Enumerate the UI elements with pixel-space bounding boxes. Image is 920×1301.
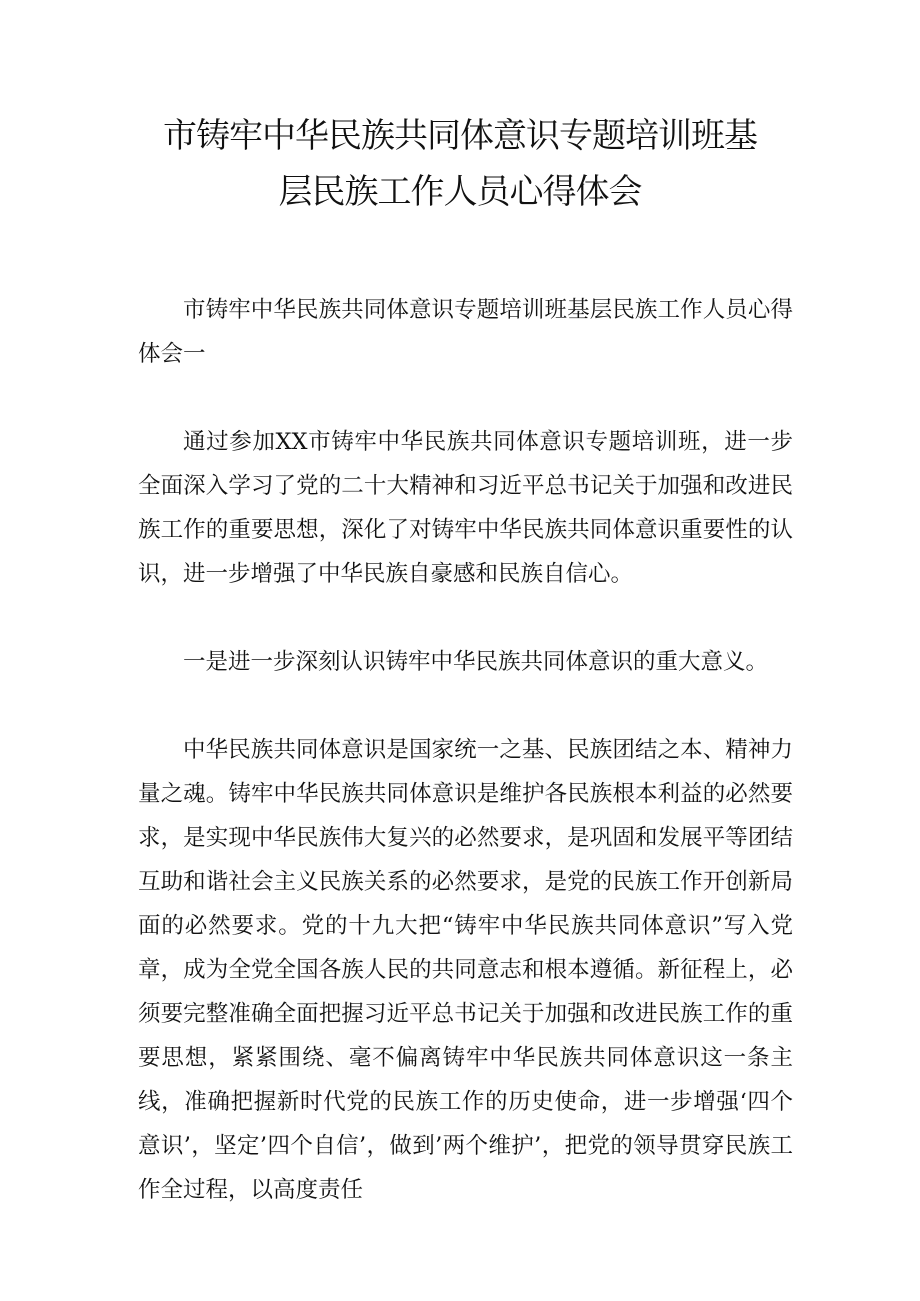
paragraph-point-one-body: 中华民族共同体意识是国家统一之基、民族团结之本、精神力量之魂。铸牢中华民族共同体意识是维护各民族根本利益的必然要求，是实现中华民族伟大复兴的必然要求，是巩固和发展平等团结互助和谐社会主义民族关系的必然要求，是党的民族工作开创新局面的必然要求。党的十九大把“铸牢中华民族共同体意识”写入党章，成为全党全国各族人民的共同意志和根本遵循。新征程上，必须要完整准确全面把握习近平总书记关于加强和改进民族工作的重要思想，紧紧围绕、毫不偏离铸牢中华民族共同体意识这一条主线，准确把握新时代党的民族工作的历史使命，进一步增强‘四个意识’，坚定’四个自信’，做到’两个维护’，把党的领导贯穿民族工作全过程，以高度责任: [138, 737, 793, 1203]
title-line-2: 层民族工作人员心得体会: [278, 172, 642, 212]
title-line-1: 市铸牢中华民族共同体意识专题培训班基: [163, 116, 757, 156]
paragraph-subtitle: 市铸牢中华民族共同体意识专题培训班基层民族工作人员心得体会一: [138, 297, 793, 367]
paragraph-intro: 通过参加XX市铸牢中华民族共同体意识专题培训班，进一步全面深入学习了党的二十大精神和习近平总书记关于加强和改进民族工作的重要思想，深化了对铸牢中华民族共同体意识重要性的认识，进一步增强了中华民族自豪感和民族自信心。: [138, 429, 793, 587]
document-title: [120, 108, 800, 220]
paragraph-point-one-heading: 一是进一步深刻认识铸牢中华民族共同体意识的重大意义。: [183, 649, 769, 675]
document-body: [138, 288, 793, 1256]
